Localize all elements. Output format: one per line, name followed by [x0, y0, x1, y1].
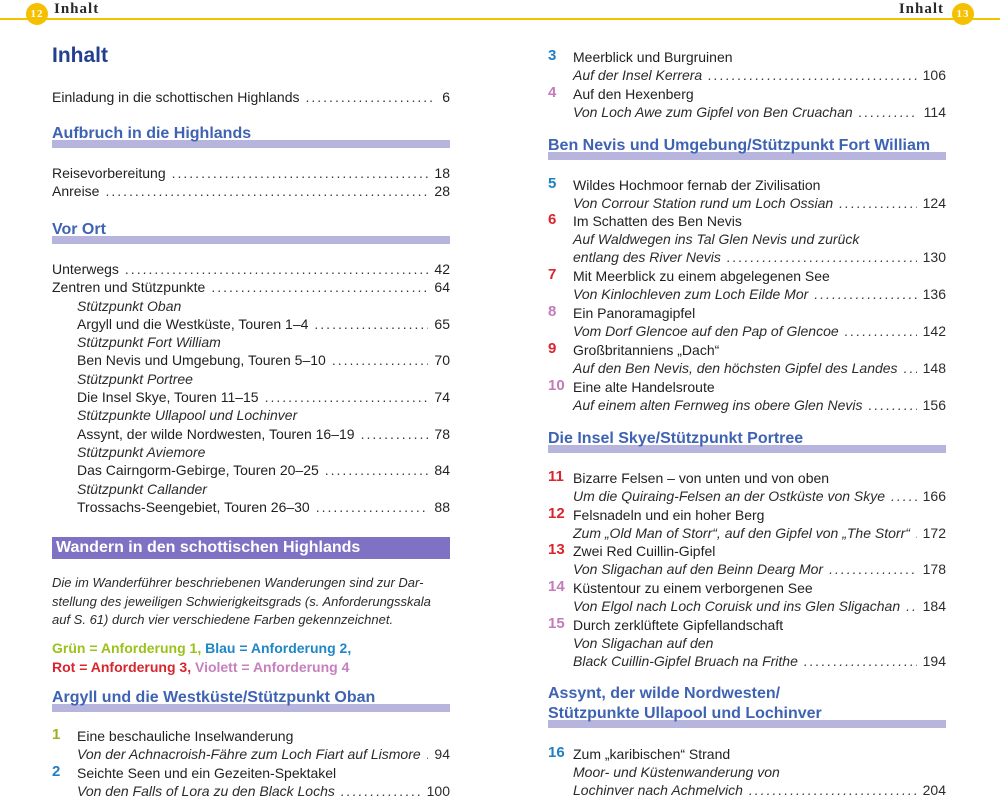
- tour-number: 10: [548, 377, 565, 394]
- toc-entry-page: 74: [434, 389, 450, 405]
- tour-title[interactable]: Küstentour zu einem verborgenen See: [573, 580, 813, 596]
- section-underline: [52, 236, 450, 244]
- toc-entry-page: 204: [922, 782, 946, 798]
- toc-entry[interactable]: [573, 560, 946, 578]
- difficulty-legend: [52, 640, 351, 656]
- toc-entry[interactable]: [52, 260, 450, 278]
- toc-entry-title: Reisevorbereitung: [52, 165, 166, 181]
- toc-entry[interactable]: [52, 88, 450, 106]
- toc-entry[interactable]: [573, 781, 946, 799]
- legend-violet: Violett = Anforderung 4: [194, 659, 350, 675]
- toc-entry-page: 148: [922, 360, 946, 376]
- tour-subtitle: Von den Falls of Lora zu den Black Lochs: [77, 783, 335, 799]
- toc-entry[interactable]: [77, 745, 450, 763]
- section-heading-vor-ort[interactable]: [52, 220, 450, 244]
- toc-entry-page: 18: [434, 165, 450, 181]
- leader-dots: [804, 652, 917, 670]
- tour-title[interactable]: Eine beschauliche Inselwanderung: [77, 728, 294, 744]
- toc-entry-page: 124: [922, 195, 946, 211]
- leader-dots: [125, 260, 429, 278]
- toc-entry-page: 166: [922, 488, 946, 504]
- leader-dots: [332, 351, 429, 369]
- toc-entry[interactable]: [573, 524, 946, 542]
- leader-dots: [845, 322, 917, 340]
- leader-dots: [868, 396, 916, 414]
- tour-title[interactable]: Seichte Seen und ein Gezeiten-Spektakel: [77, 765, 337, 781]
- toc-entry-title: Die Insel Skye, Touren 11–15: [77, 389, 259, 405]
- toc-entry[interactable]: [573, 396, 946, 414]
- tour-subtitle: Moor- und Küstenwanderung von: [573, 764, 780, 780]
- tour-number: 2: [52, 763, 61, 780]
- tour-title[interactable]: Im Schatten des Ben Nevis: [573, 213, 742, 229]
- toc-entry-page: 28: [434, 183, 450, 199]
- toc-entry-title: Einladung in die schottischen Highlands: [52, 89, 300, 105]
- toc-title: Inhalt: [52, 44, 108, 67]
- section-heading-argyll[interactable]: [52, 688, 450, 712]
- section-heading-text: Ben Nevis und Umgebung/Stützpunkt Fort William: [548, 137, 931, 154]
- leader-dots: [211, 278, 428, 296]
- toc-entry-page: 84: [434, 462, 450, 478]
- page-number-badge: 13: [952, 3, 974, 25]
- page-number-badge: 12: [26, 3, 48, 25]
- toc-entry-page: 78: [434, 426, 450, 442]
- tour-title[interactable]: Ein Panoramagipfel: [573, 305, 696, 321]
- running-head-label: Inhalt: [898, 1, 944, 17]
- leader-dots: [325, 461, 429, 479]
- base-label: Stützpunkt Callander: [77, 481, 207, 497]
- tour-subtitle: Von Kinlochleven zum Loch Eilde Mor: [573, 286, 809, 302]
- toc-entry-page: 142: [922, 323, 946, 339]
- toc-entry[interactable]: [52, 164, 450, 182]
- tour-subtitle: Auf den Ben Nevis, den höchsten Gipfel des Landes: [573, 360, 898, 376]
- tour-title[interactable]: Zum „karibischen“ Strand: [573, 746, 731, 762]
- tour-subtitle: Von Loch Awe zum Gipfel von Ben Cruachan: [573, 104, 853, 120]
- toc-entry-page: 114: [923, 104, 946, 120]
- toc-entry-page: 42: [434, 261, 450, 277]
- intro-text-line: Die im Wanderführer beschriebenen Wanderungen sind zur Dar-: [52, 575, 424, 590]
- leader-dots: [265, 388, 429, 406]
- base-label: Stützpunkt Aviemore: [77, 444, 206, 460]
- tour-number: 15: [548, 615, 565, 632]
- leader-dots: [708, 66, 916, 84]
- toc-entry-page: 106: [922, 67, 946, 83]
- toc-entry[interactable]: [573, 285, 946, 303]
- section-heading-text: Wandern in den schottischen Highlands: [56, 539, 361, 556]
- leader-dots: [891, 487, 917, 505]
- leader-dots: [749, 781, 917, 799]
- section-heading-aufbruch[interactable]: [52, 124, 450, 148]
- toc-entry-page: 178: [922, 561, 946, 577]
- toc-entry-page: 70: [434, 352, 450, 368]
- section-heading-text: Assynt, der wilde Nordwesten/: [548, 685, 781, 702]
- legend-separator: ,: [187, 659, 192, 675]
- tour-title[interactable]: Durch zerklüftete Gipfellandschaft: [573, 617, 784, 633]
- toc-entry-title: Trossachs-Seengebiet, Touren 26–30: [77, 499, 310, 515]
- right-page: [500, 0, 1000, 800]
- tour-subtitle: Lochinver nach Achmelvich: [573, 782, 743, 798]
- toc-entry-page: 156: [922, 397, 946, 413]
- tour-title[interactable]: Wildes Hochmoor fernab der Zivilisation: [573, 177, 821, 193]
- intro-text-line: auf S. 61) durch vier verschiedene Farben gekennzeichnet.: [52, 612, 394, 627]
- tour-number: 6: [548, 211, 557, 228]
- legend-red: Rot = Anforderung 3: [52, 659, 188, 675]
- toc-entry[interactable]: [573, 103, 946, 121]
- toc-entry[interactable]: [77, 388, 450, 406]
- tour-subtitle: Von der Achnacroish-Fähre zum Loch Fiart auf Lismore: [77, 746, 421, 762]
- tour-number: 1: [52, 726, 61, 743]
- legend-separator: ,: [347, 640, 352, 656]
- section-heading-text: Aufbruch in die Highlands: [52, 125, 252, 142]
- toc-entry-page: 6: [442, 89, 450, 105]
- tour-subtitle: Auf Waldwegen ins Tal Glen Nevis und zurück: [573, 231, 860, 247]
- toc-entry[interactable]: [573, 597, 946, 615]
- running-head: [0, 0, 500, 20]
- leader-dots: [829, 560, 917, 578]
- legend-green: Grün = Anforderung 1: [52, 640, 198, 656]
- toc-entry-page: 94: [434, 746, 450, 762]
- tour-subtitle: Von Sligachan auf den: [573, 635, 714, 651]
- legend-separator: ,: [197, 640, 202, 656]
- section-heading-ben-nevis[interactable]: [548, 136, 946, 160]
- tour-subtitle: Black Cuillin-Gipfel Bruach na Frithe: [573, 653, 798, 669]
- tour-subtitle: Vom Dorf Glencoe auf den Pap of Glencoe: [573, 323, 839, 339]
- toc-entry-page: 194: [922, 653, 946, 669]
- leader-dots: [314, 315, 428, 333]
- section-heading-text: Die Insel Skye/Stützpunkt Portree: [548, 430, 804, 447]
- base-label: Stützpunkte Ullapool und Lochinver: [77, 407, 298, 423]
- toc-entry[interactable]: [77, 461, 450, 479]
- running-head-label: Inhalt: [54, 1, 100, 17]
- tour-number: 11: [548, 468, 564, 485]
- toc-entry[interactable]: [77, 315, 450, 333]
- toc-entry-page: 130: [922, 249, 946, 265]
- tour-subtitle: Von Elgol nach Loch Coruisk und ins Glen Sligachan: [573, 598, 901, 614]
- toc-entry[interactable]: [573, 652, 946, 670]
- leader-dots: [727, 248, 917, 266]
- leader-dots: [341, 782, 421, 800]
- legend-blue: Blau = Anforderung 2: [205, 640, 348, 656]
- leader-dots: [904, 359, 917, 377]
- toc-entry[interactable]: [573, 322, 946, 340]
- toc-entry[interactable]: [77, 782, 450, 800]
- toc-entry[interactable]: [573, 194, 946, 212]
- section-banner-wandern[interactable]: [52, 537, 450, 559]
- intro-text-line: stellung des jeweiligen Schwierigkeitsgrads (s. Anforderungsskala: [52, 594, 431, 609]
- toc-entry-page: 88: [434, 499, 450, 515]
- toc-entry-title: Argyll und die Westküste, Touren 1–4: [77, 316, 309, 332]
- toc-entry[interactable]: [77, 351, 450, 369]
- toc-entry-page: 65: [434, 316, 450, 332]
- leader-dots: [814, 285, 916, 303]
- tour-number: 9: [548, 340, 557, 357]
- tour-title[interactable]: Bizarre Felsen – von unten und von oben: [573, 470, 830, 486]
- difficulty-legend: [52, 659, 349, 675]
- leader-dots: [427, 745, 429, 763]
- tour-title[interactable]: Zwei Red Cuillin-Gipfel: [573, 543, 716, 559]
- tour-title[interactable]: Mit Meerblick zu einem abgelegenen See: [573, 268, 830, 284]
- leader-dots: [859, 103, 918, 121]
- section-heading-assynt-line1[interactable]: [548, 684, 946, 702]
- leader-dots: [172, 164, 429, 182]
- tour-title[interactable]: Auf den Hexenberg: [573, 86, 694, 102]
- toc-entry[interactable]: [573, 487, 946, 505]
- toc-entry[interactable]: [573, 359, 946, 377]
- section-heading-skye[interactable]: [548, 429, 946, 453]
- tour-number: 13: [548, 541, 565, 558]
- tour-number: 14: [548, 578, 565, 595]
- section-heading-text: Stützpunkte Ullapool und Lochinver: [548, 705, 822, 722]
- section-heading-assynt-line2[interactable]: [548, 704, 946, 728]
- toc-entry[interactable]: [52, 278, 450, 296]
- tour-subtitle: Von Sligachan auf den Beinn Dearg Mor: [573, 561, 824, 577]
- leader-dots: [839, 194, 916, 212]
- toc-entry[interactable]: [52, 182, 450, 200]
- leader-dots: [316, 498, 429, 516]
- toc-entry-title: Das Cairngorm-Gebirge, Touren 20–25: [77, 462, 319, 478]
- toc-entry-page: 172: [922, 525, 946, 541]
- tour-number: 3: [548, 47, 557, 64]
- leader-dots: [906, 597, 917, 615]
- toc-entry-title: Unterwegs: [52, 261, 119, 277]
- tour-number: 16: [548, 744, 565, 761]
- tour-title[interactable]: Meerblick und Burgruinen: [573, 49, 733, 65]
- toc-entry-title: Zentren und Stützpunkte: [52, 279, 206, 295]
- tour-number: 8: [548, 303, 557, 320]
- tour-subtitle: Zum „Old Man of Storr“, auf den Gipfel von „The Storr“: [573, 525, 910, 541]
- toc-entry-page: 136: [922, 286, 946, 302]
- tour-title[interactable]: Großbritanniens „Dach“: [573, 342, 720, 358]
- toc-entry[interactable]: [573, 248, 946, 266]
- tour-subtitle: Von Corrour Station rund um Loch Ossian: [573, 195, 834, 211]
- section-heading-text: Argyll und die Westküste/Stützpunkt Oban: [52, 689, 376, 706]
- toc-entry-title: Anreise: [52, 183, 100, 199]
- tour-subtitle: Auf einem alten Fernweg ins obere Glen Nevis: [573, 397, 863, 413]
- leader-dots: [105, 182, 428, 200]
- section-heading-text: Vor Ort: [52, 221, 106, 238]
- tour-number: 12: [548, 505, 565, 522]
- base-label: Stützpunkt Fort William: [77, 334, 221, 350]
- toc-entry-page: 184: [922, 598, 946, 614]
- toc-entry[interactable]: [77, 425, 450, 443]
- toc-entry-page: 100: [426, 783, 450, 799]
- base-label: Stützpunkt Oban: [77, 298, 182, 314]
- tour-number: 5: [548, 175, 557, 192]
- tour-number: 4: [548, 84, 557, 101]
- toc-entry-title: Assynt, der wilde Nordwesten, Touren 16–19: [77, 426, 355, 442]
- running-head: [500, 0, 1000, 20]
- toc-entry-title: Ben Nevis und Umgebung, Touren 5–10: [77, 352, 326, 368]
- tour-number: 7: [548, 266, 557, 283]
- leader-dots: [916, 524, 917, 542]
- tour-subtitle: Um die Quiraing-Felsen an der Ostküste von Skye: [573, 488, 886, 504]
- base-label: Stützpunkt Portree: [77, 371, 193, 387]
- leader-dots: [361, 425, 429, 443]
- leader-dots: [306, 88, 437, 106]
- tour-subtitle: entlang des River Nevis: [573, 249, 721, 265]
- toc-entry-page: 64: [434, 279, 450, 295]
- toc-entry[interactable]: [573, 66, 946, 84]
- tour-title[interactable]: Eine alte Handelsroute: [573, 379, 715, 395]
- toc-entry[interactable]: [77, 498, 450, 516]
- tour-subtitle: Auf der Insel Kerrera: [573, 67, 703, 83]
- tour-title[interactable]: Felsnadeln und ein hoher Berg: [573, 507, 765, 523]
